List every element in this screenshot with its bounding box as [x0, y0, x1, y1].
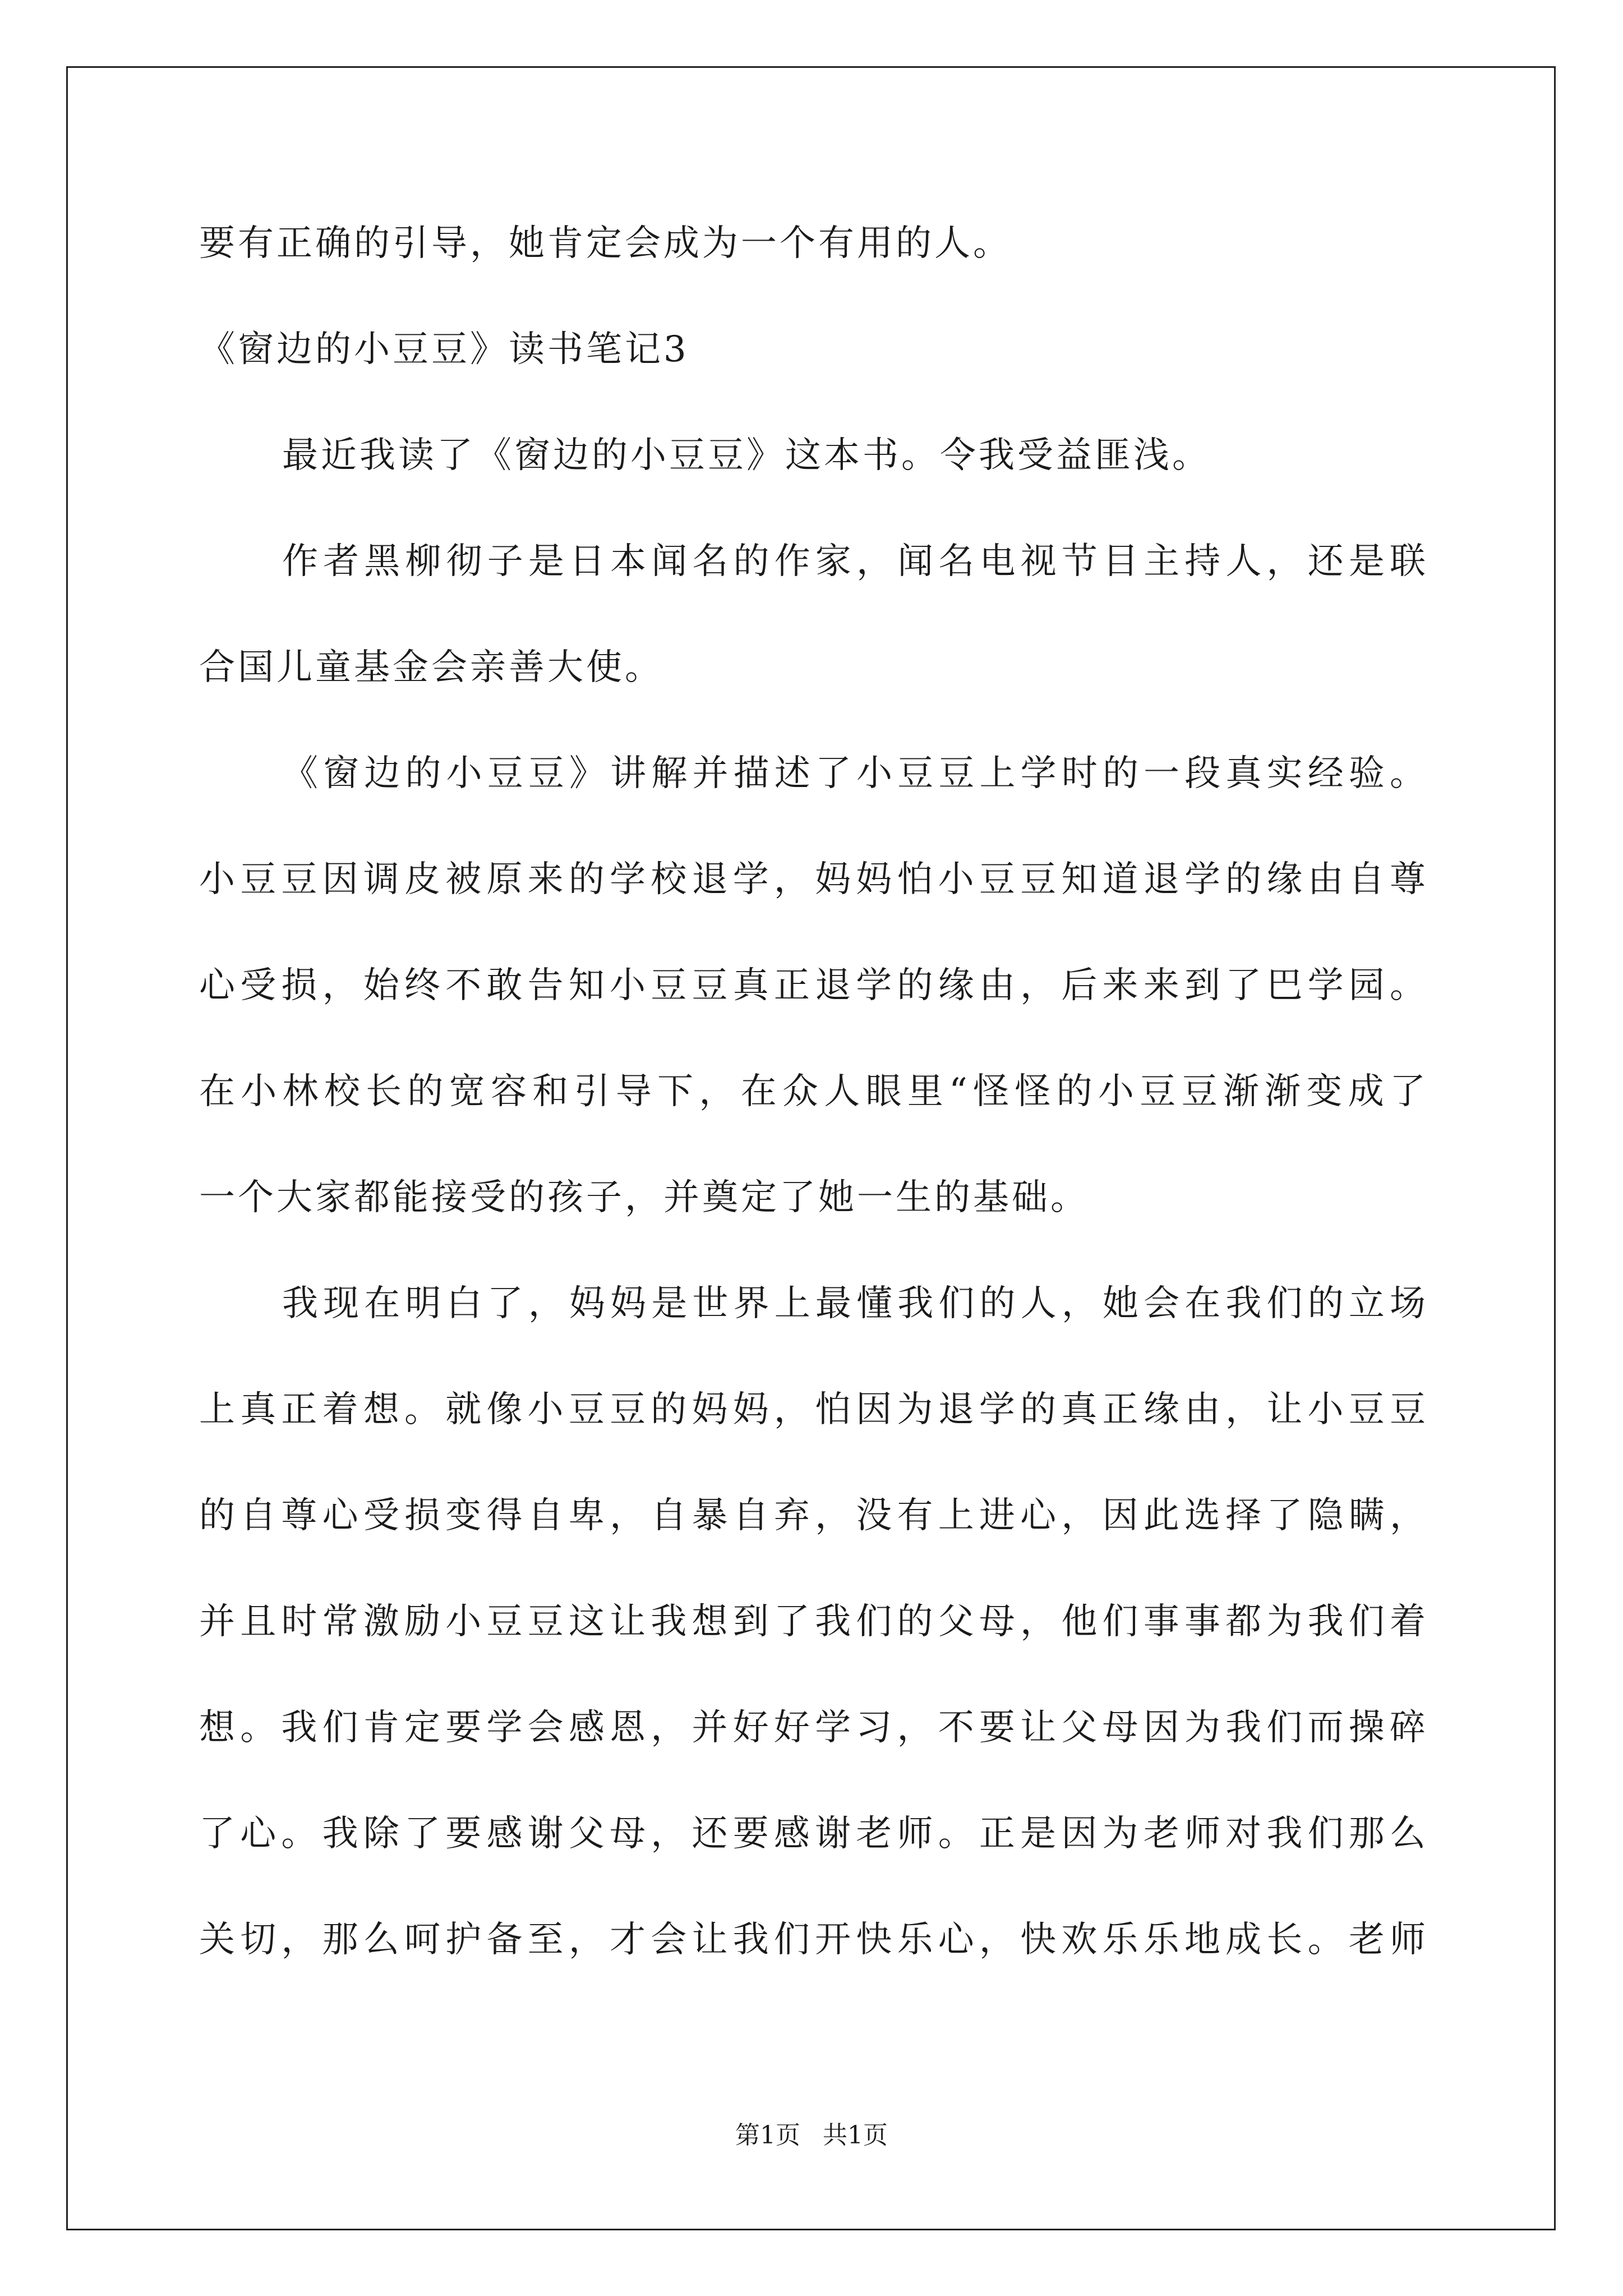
text-line: 关切，那么呵护备至，才会让我们开快乐心，快欢乐乐地成长。老师 [199, 1919, 1428, 1961]
text-line: 的自尊心受损变得自卑，自暴自弃，没有上进心，因此选择了隐瞒， [199, 1495, 1428, 1536]
text-line: 《窗边的小豆豆》讲解并描述了小豆豆上学时的一段真实经验。 [282, 753, 1428, 794]
page-number-total: 共1页 [823, 2121, 888, 2150]
document-body [199, 191, 1428, 1993]
text-line: 上真正着想。就像小豆豆的妈妈，怕因为退学的真正缘由，让小豆豆 [199, 1389, 1428, 1430]
text-line: 在小林校长的宽容和引导下，在众人眼里“怪怪的小豆豆渐渐变成了 [199, 1071, 1428, 1112]
text-line: 想。我们肯定要学会感恩，并好好学习，不要让父母因为我们而操碎 [199, 1707, 1428, 1749]
page-number-current: 第1页 [735, 2121, 800, 2150]
text-line: 要有正确的引导，她肯定会成为一个有用的人。 [199, 223, 1012, 264]
text-line: 作者黑柳彻子是日本闻名的作家，闻名电视节目主持人，还是联 [282, 541, 1428, 582]
page-footer [0, 2115, 1623, 2151]
text-line: 并且时常激励小豆豆这让我想到了我们的父母，他们事事都为我们着 [199, 1601, 1428, 1642]
text-line: 合国儿童基金会亲善大使。 [199, 647, 663, 688]
text-line: 了心。我除了要感谢父母，还要感谢老师。正是因为老师对我们那么 [199, 1813, 1428, 1855]
text-line: 心受损，始终不敢告知小豆豆真正退学的缘由，后来来到了巴学园。 [199, 965, 1428, 1006]
text-line: 小豆豆因调皮被原来的学校退学，妈妈怕小豆豆知道退学的缘由自尊 [199, 859, 1428, 900]
text-line: 我现在明白了，妈妈是世界上最懂我们的人，她会在我们的立场 [282, 1283, 1428, 1324]
section-heading: 《窗边的小豆豆》读书笔记3 [199, 329, 689, 370]
text-line: 一个大家都能接受的孩子，并奠定了她一生的基础。 [199, 1177, 1089, 1218]
text-line: 最近我读了《窗边的小豆豆》这本书。令我受益匪浅。 [282, 435, 1211, 476]
